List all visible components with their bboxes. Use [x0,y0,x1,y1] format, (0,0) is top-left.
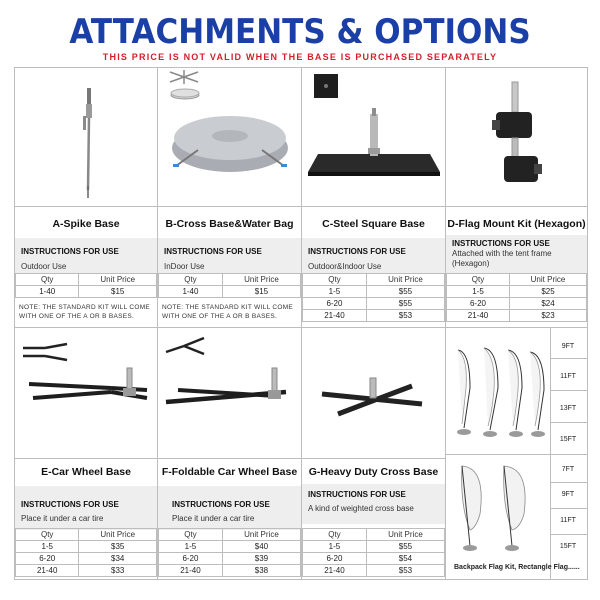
table-row: 21-40 $33 [16,565,157,577]
table-row: 1-5 $35 [16,541,157,553]
table-row: 1-5 $55 [303,541,445,553]
price-table [15,528,157,577]
instructions-heading: INSTRUCTIONS FOR USE [308,247,406,256]
flag-size-label: 9FT [561,343,575,350]
usage-text: Outdoor&Indoor Use [308,262,382,271]
product-card-e [15,328,157,580]
product-card-d [446,68,587,327]
teardrop-flags-image [446,458,550,558]
unit-price-header: Unit Price [222,529,300,541]
standard-kit-note: NOTE: THE STANDARD KIT WILL COME WITH ONE OF THE A OR B BASES. [162,304,294,320]
qty-header: Qty [159,274,223,286]
product-card-f [158,328,301,580]
flag-size-label: 9FT [561,491,575,498]
spike-base-image [15,68,157,206]
table-row: 1-40 $15 [159,286,301,298]
instructions-heading: INSTRUCTIONS FOR USE [308,490,406,499]
product-name: B-Cross Base&Water Bag [165,218,294,230]
unit-price-header: Unit Price [79,529,157,541]
page-title: ATTACHMENTS & OPTIONS [69,12,531,52]
table-row: 21-40 $38 [159,565,301,577]
usage-text: Outdoor Use [21,262,67,271]
flag-size-label: 11FT [560,373,576,380]
product-name: C-Steel Square Base [322,218,425,230]
table-row: 1-5 $25 [447,286,587,298]
backpack-caption: Backpack Flag Kit, Rectangle Flag...... [454,564,580,571]
instructions-heading: INSTRUCTIONS FOR USE [164,247,262,256]
feather-flags-image [446,328,550,450]
price-table [158,273,301,298]
unit-price-header: Unit Price [366,274,444,286]
qty-header: Qty [159,529,223,541]
price-table [446,273,587,322]
product-card-a [15,68,157,327]
unit-price-header: Unit Price [510,274,587,286]
usage-text: Attached with the tent frame (Hexagon) [452,249,552,268]
unit-price-header: Unit Price [366,529,444,541]
flag-mount-kit-image [446,68,587,206]
price-table [302,528,445,577]
table-row: 1-40 $15 [16,286,157,298]
price-disclaimer: THIS PRICE IS NOT VALID WHEN THE BASE IS PURCHASED SEPARATELY [102,52,498,62]
product-card-b [158,68,301,327]
instructions-heading: INSTRUCTIONS FOR USE [21,247,119,256]
price-table [15,273,157,298]
qty-header: Qty [16,529,79,541]
car-wheel-base-image [15,328,157,458]
product-name: F-Foldable Car Wheel Base [161,466,298,478]
product-name: G-Heavy Duty Cross Base [308,466,439,478]
price-table [158,528,301,577]
qty-header: Qty [16,274,79,286]
table-row: 6-20 $34 [16,553,157,565]
product-card-c [302,68,445,327]
product-name: D-Flag Mount Kit (Hexagon) [447,218,586,230]
foldable-car-wheel-base-image [158,328,301,458]
heavy-duty-cross-base-image [302,328,445,458]
instructions-heading: INSTRUCTIONS FOR USE [452,239,550,248]
table-row: 6-20 $24 [447,298,587,310]
usage-text: InDoor Use [164,262,205,271]
flag-size-label: 15FT [559,543,577,550]
standard-kit-note: NOTE: THE STANDARD KIT WILL COME WITH ONE OF THE A OR B BASES. [19,304,151,320]
table-row: 21-40 $23 [447,310,587,322]
product-name: A-Spike Base [52,218,120,230]
product-name: E-Car Wheel Base [41,466,131,478]
flag-size-label: 11FT [560,517,576,524]
flag-sizes-panel [446,328,587,580]
table-row: 6-20 $54 [303,553,445,565]
usage-text: Place it under a car tire [21,514,104,523]
qty-header: Qty [303,274,367,286]
instructions-heading: INSTRUCTIONS FOR USE [21,500,119,509]
table-row: 21-40 $53 [303,565,445,577]
steel-square-base-image [302,68,445,206]
cross-base-water-bag-image [158,68,301,206]
flag-size-label: 15FT [559,436,577,443]
usage-text: Place it under a car tire [172,514,255,523]
qty-header: Qty [447,274,510,286]
flag-size-label: 13FT [559,405,577,412]
table-row: 1-5 $55 [303,286,445,298]
table-row: 6-20 $39 [159,553,301,565]
usage-text: A kind of weighted cross base [308,504,414,513]
price-table [302,273,445,322]
instructions-heading: INSTRUCTIONS FOR USE [172,500,270,509]
unit-price-header: Unit Price [222,274,300,286]
flag-size-label: 7FT [561,466,575,473]
table-row: 21-40 $53 [303,310,445,322]
product-card-g [302,328,445,580]
unit-price-header: Unit Price [79,274,157,286]
table-row: 1-5 $40 [159,541,301,553]
table-row: 6-20 $55 [303,298,445,310]
qty-header: Qty [303,529,367,541]
